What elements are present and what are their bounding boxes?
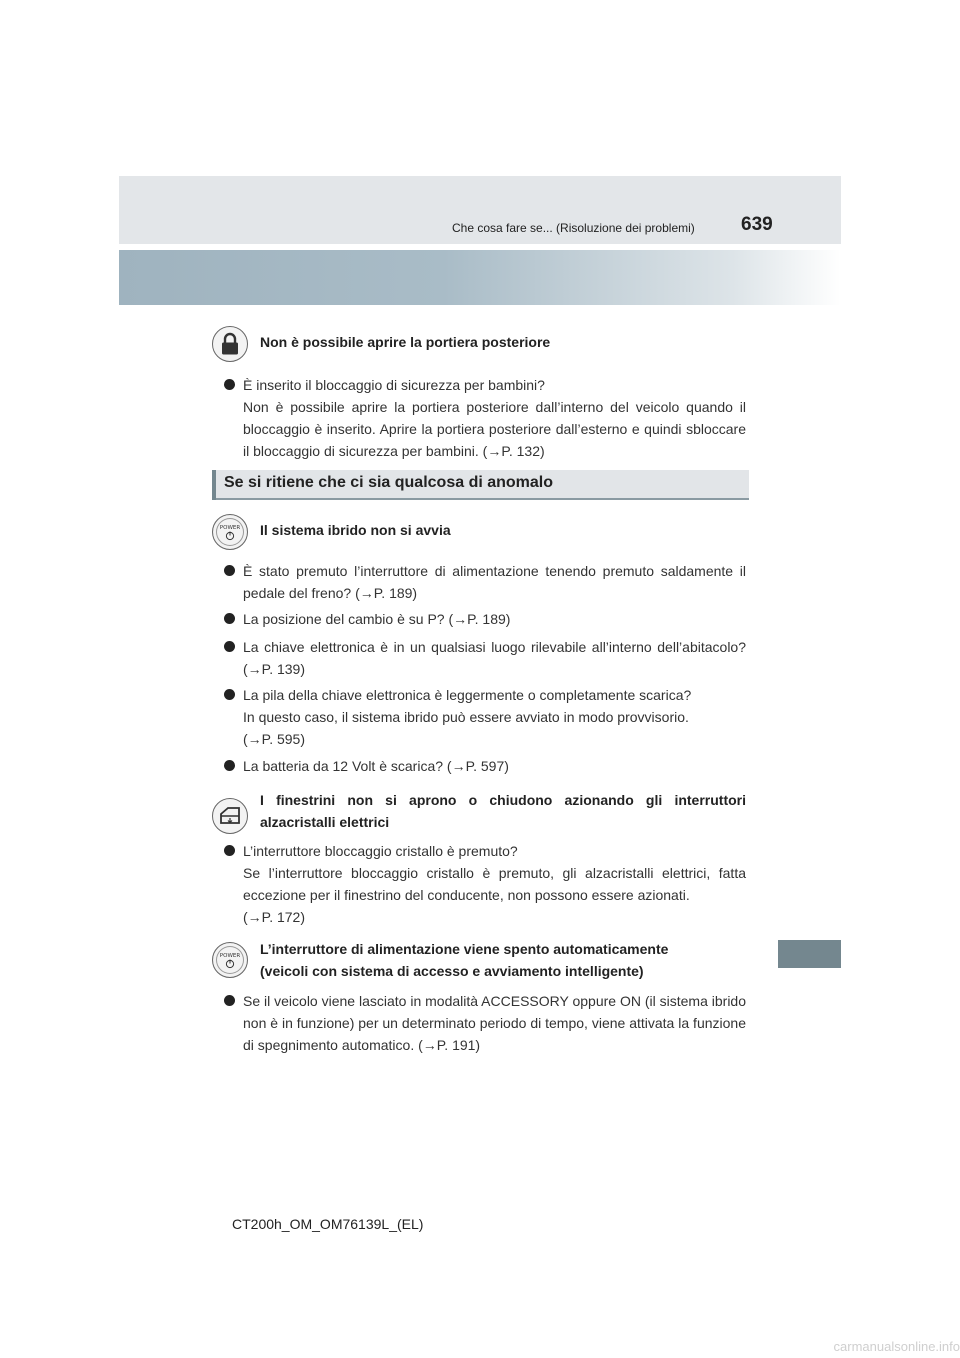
item-answer: In questo caso, il sistema ibrido può essere avviato in modo provvisorio. bbox=[243, 709, 689, 725]
bullet bbox=[224, 613, 235, 624]
bullet bbox=[224, 845, 235, 856]
power-window-icon bbox=[212, 798, 248, 834]
item-answer: Non è possibile aprire la portiera posteriore dall’interno del veicolo quando il bloccaggio è inserito. Aprire la portiera posteriore dall’esterno e quindi sbloccare il bloccaggio di sicurezza per bambini. (→P. 132) bbox=[243, 399, 746, 459]
bullet bbox=[224, 565, 235, 576]
section-heading bbox=[212, 470, 749, 500]
item-question: La pila della chiave elettronica è leggermente o completamente scarica? bbox=[243, 687, 692, 703]
item-question: L’interruttore bloccaggio cristallo è premuto? bbox=[243, 843, 518, 859]
section-title: Se si ritiene che ci sia qualcosa di anomalo bbox=[224, 474, 554, 491]
item-reference: (→P. 595) bbox=[243, 731, 305, 747]
bullet bbox=[224, 760, 235, 771]
bullet bbox=[224, 379, 235, 390]
topic-title-line: L’interruttore di alimentazione viene spento automaticamente bbox=[260, 941, 669, 957]
page-number: 639 bbox=[741, 214, 773, 235]
topic-title-hybrid: Il sistema ibrido non si avvia bbox=[260, 522, 451, 538]
list-item bbox=[224, 684, 746, 750]
item-text: La batteria da 12 Volt è scarica? (→P. 597) bbox=[243, 758, 509, 774]
item-text: È stato premuto l’interruttore di alimentazione tenendo premuto saldamente il pedale del freno? (→P. 189) bbox=[243, 563, 746, 601]
header-band bbox=[119, 250, 841, 305]
list-item bbox=[224, 608, 746, 630]
power-label: POWER bbox=[219, 953, 241, 959]
document-code: CT200h_OM_OM76139L_(EL) bbox=[232, 1216, 424, 1232]
power-label: POWER bbox=[219, 525, 241, 531]
list-item bbox=[224, 990, 746, 1056]
item-answer: Se l’interruttore bloccaggio cristallo è premuto, gli alzacristalli elettrici, fatta eccezione per il finestrino del conducente, non possono essere azionati. bbox=[243, 865, 746, 903]
list-item bbox=[224, 560, 746, 604]
item-question: È inserito il bloccaggio di sicurezza per bambini? bbox=[243, 377, 545, 393]
topic-title-line: (veicoli con sistema di accesso e avviamento intelligente) bbox=[260, 963, 644, 979]
watermark: carmanualsonline.info bbox=[833, 1339, 960, 1354]
bullet bbox=[224, 689, 235, 700]
chapter-title: Che cosa fare se... (Risoluzione dei problemi) bbox=[452, 221, 695, 235]
topic-title-auto-off bbox=[260, 938, 668, 982]
item-text: La chiave elettronica è in un qualsiasi luogo rilevabile all’interno dell’abitacolo? (→P. 139) bbox=[243, 639, 746, 677]
bullet bbox=[224, 995, 235, 1006]
topic-title-windows: I finestrini non si aprono o chiudono azionando gli interruttori alzacristalli elettrici bbox=[260, 792, 746, 830]
list-item bbox=[224, 636, 746, 680]
topic-title-rear-door: Non è possibile aprire la portiera posteriore bbox=[260, 334, 551, 350]
item-text: Se il veicolo viene lasciato in modalità ACCESSORY oppure ON (il sistema ibrido non è in funzione) per un determinato periodo di tempo, viene attivata la funzione di spegnimento automatico. (→P. 191) bbox=[243, 993, 746, 1053]
item-reference: (→P. 172) bbox=[243, 909, 305, 925]
item-text: La posizione del cambio è su P? (→P. 189) bbox=[243, 611, 511, 627]
list-item bbox=[224, 374, 746, 462]
list-item bbox=[224, 840, 746, 928]
lock-icon bbox=[212, 326, 248, 362]
power-button-icon bbox=[212, 942, 248, 978]
section-accent bbox=[212, 470, 216, 500]
chapter-tab bbox=[778, 940, 841, 968]
bullet bbox=[224, 641, 235, 652]
list-item bbox=[224, 755, 746, 777]
power-button-icon bbox=[212, 514, 248, 550]
